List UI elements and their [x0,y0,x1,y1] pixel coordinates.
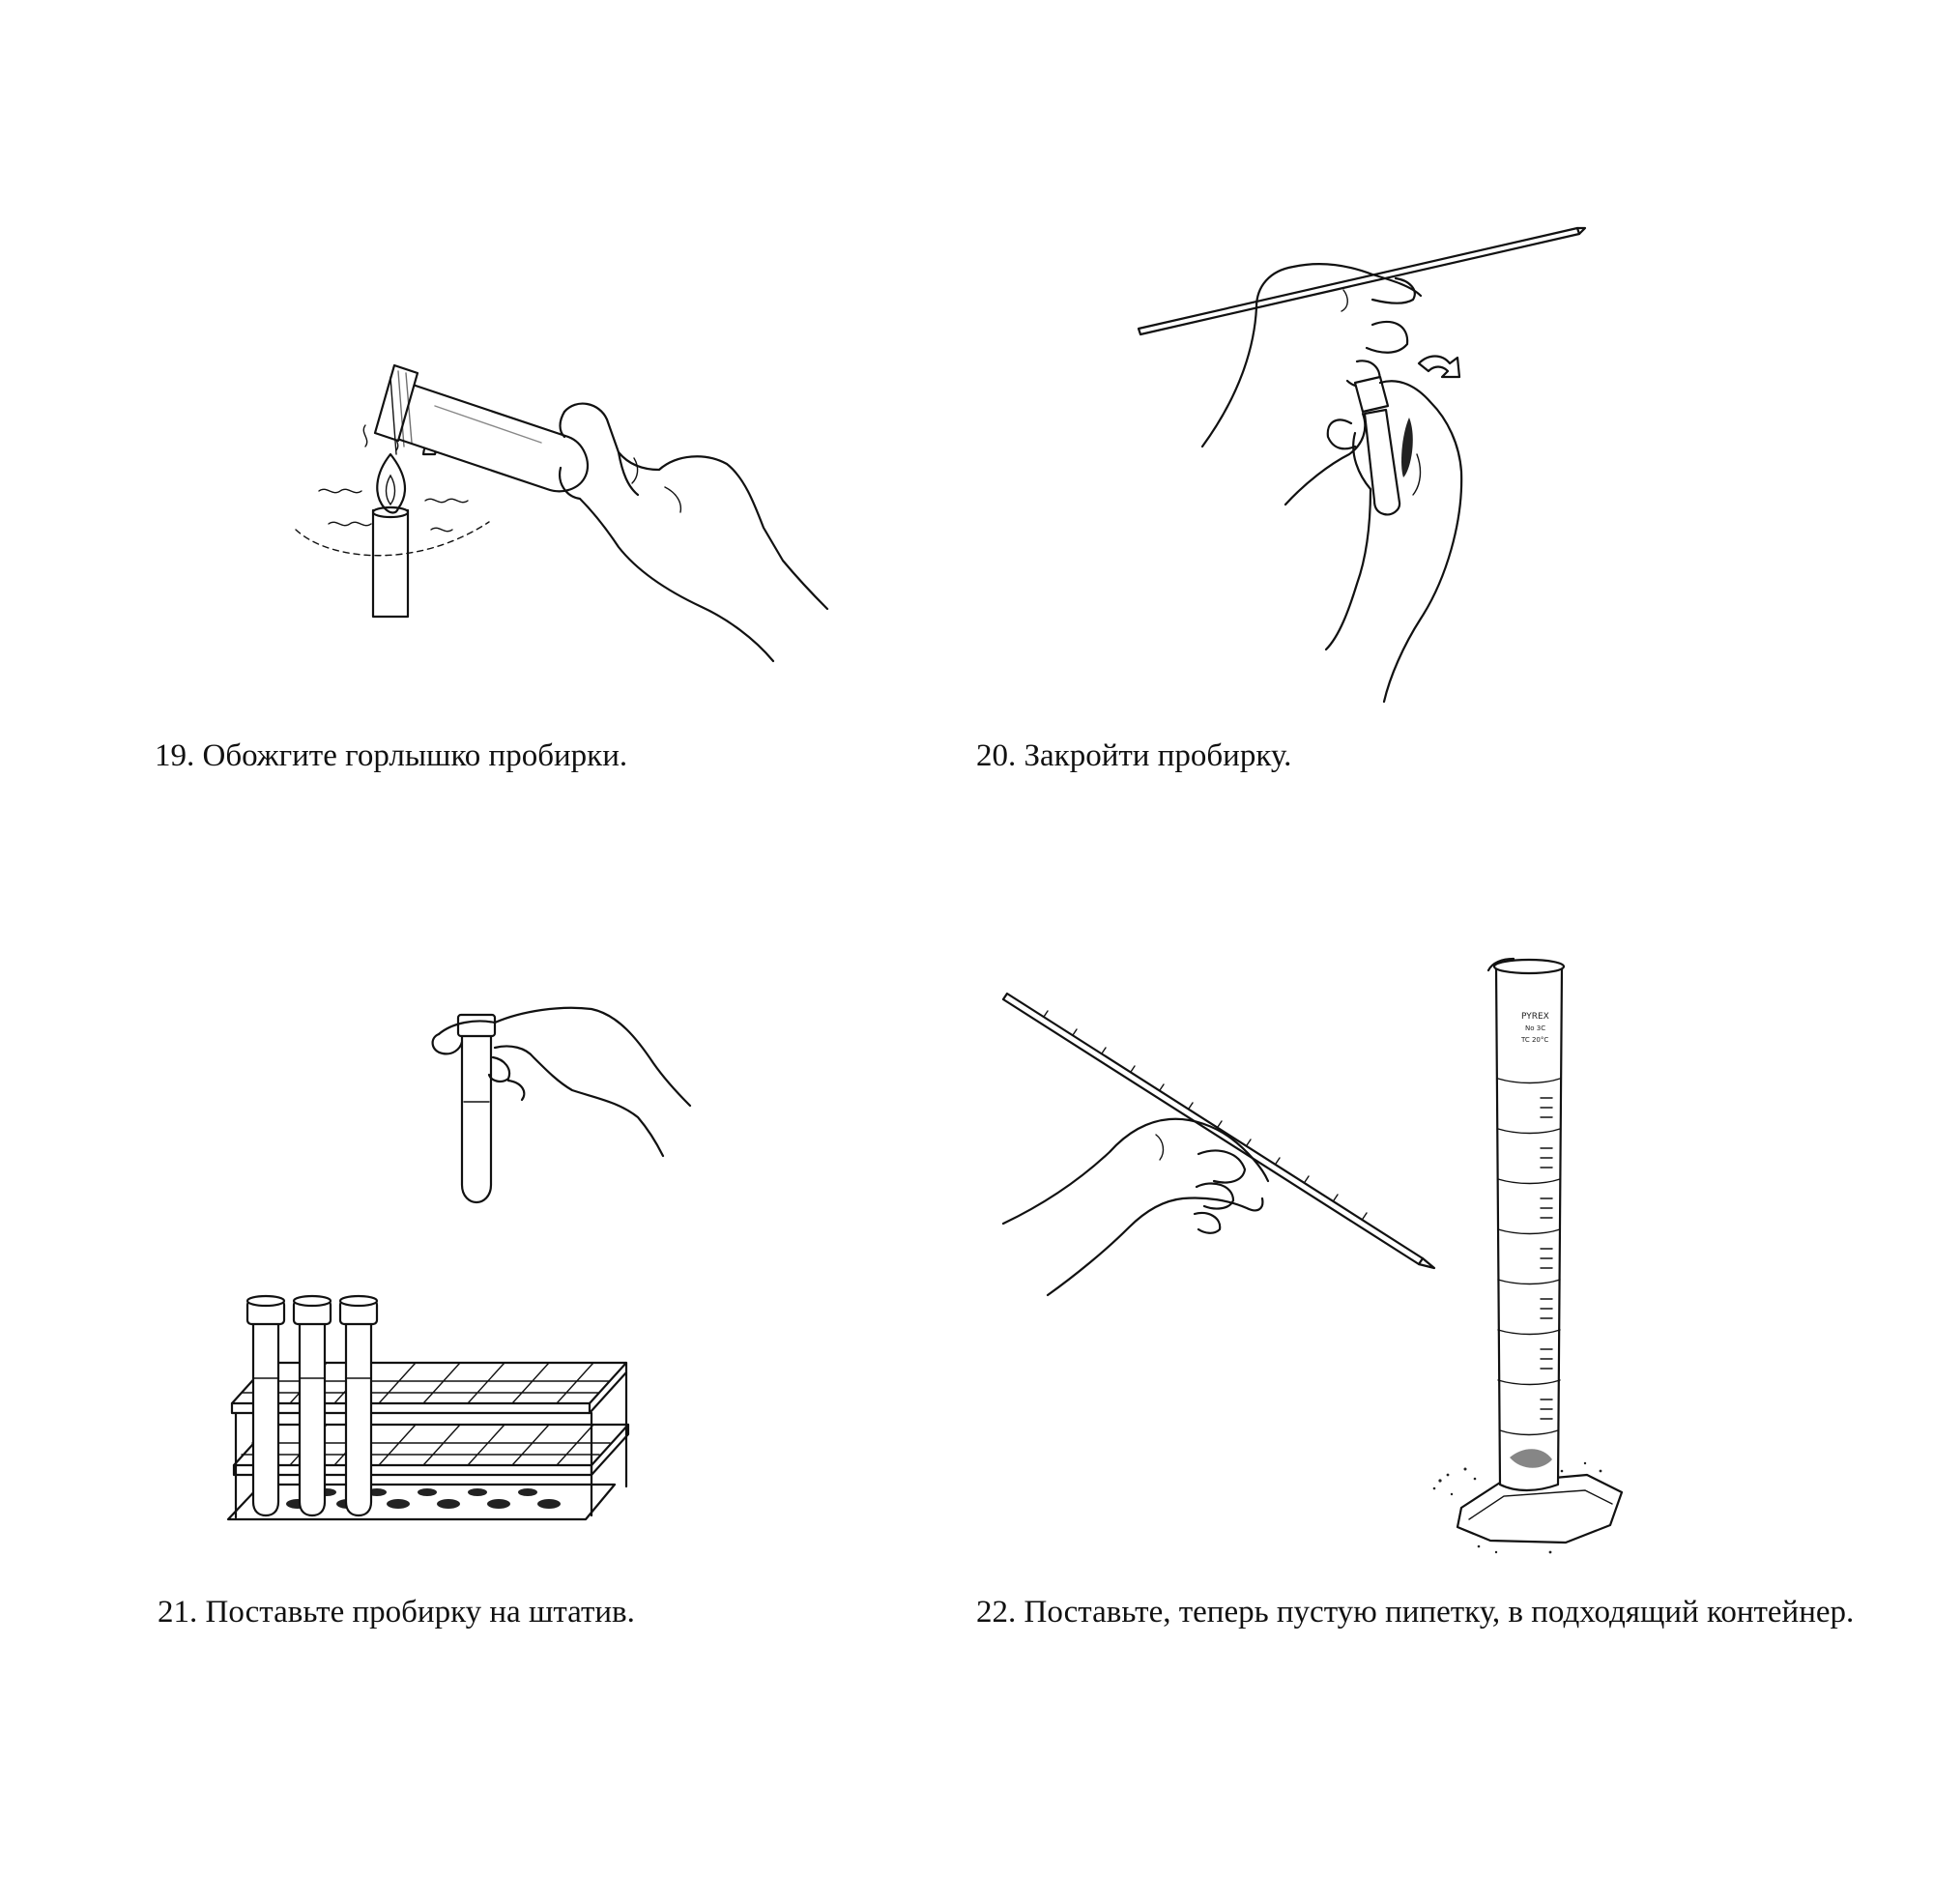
step-19-panel [0,0,966,793]
lower-hand-icon [1326,381,1461,702]
step-19-illustration [0,0,966,793]
hand-icon [1003,1119,1268,1295]
cylinder-label [1520,1012,1549,1044]
tubes-in-rack-icon [247,1296,377,1515]
cylinder-label-line2: No 3C [1525,1024,1546,1032]
step-22-caption: 22. Поставьте, теперь пустую пипетку, в подходящий контейнер. [976,1595,1855,1630]
glass-rod-icon [1139,228,1585,334]
hand-with-tube-icon [433,1008,690,1202]
test-tube-icon [375,365,588,491]
step-20-panel [966,0,1933,793]
step-22-illustration [966,928,1933,1701]
hand-icon [560,404,827,661]
test-tube-rack-icon [228,1363,628,1519]
step-21-caption: 21. Поставьте пробирку на штатив. [158,1595,635,1630]
cylinder-brand: PYREX [1521,1012,1549,1022]
burner-flame-icon [373,454,408,617]
step-20-caption: 20. Закройти пробирку. [976,738,1292,773]
step-20-illustration [966,0,1933,793]
rotate-arrow-icon [1419,357,1459,378]
step-22-panel [966,928,1933,1701]
step-19-caption: 19. Обожгите горлышко пробирки. [155,738,628,773]
tube-cap-icon [1355,377,1413,514]
cylinder-label-line3: TC 20°C [1521,1036,1549,1044]
graduated-cylinder-icon [1433,959,1622,1553]
step-21-panel [0,928,966,1701]
step-21-illustration [0,928,966,1701]
